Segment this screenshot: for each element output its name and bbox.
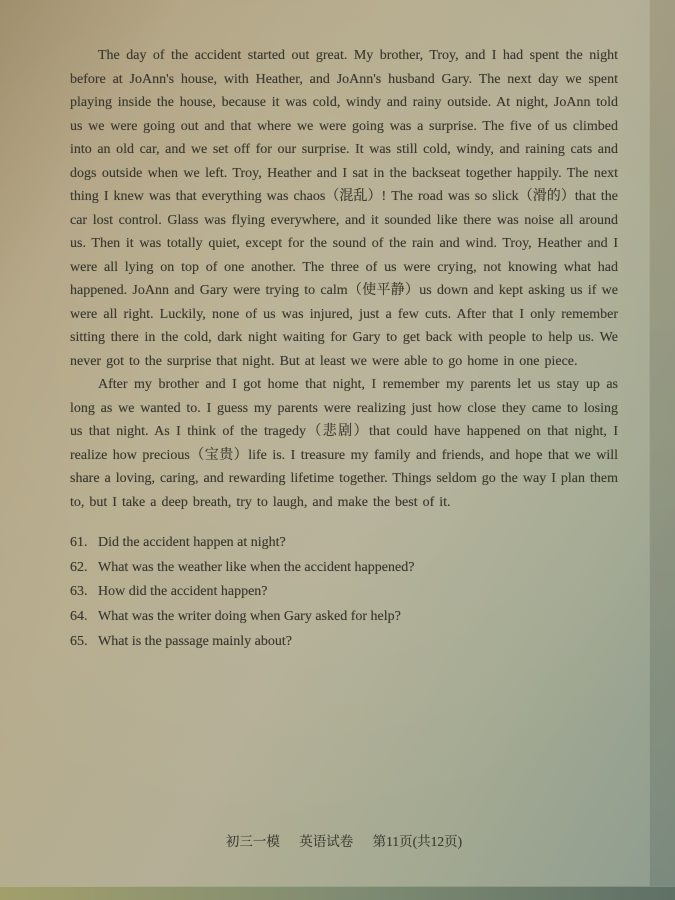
paper-right-edge-shadow — [649, 0, 675, 900]
question-item — [70, 630, 618, 655]
question-text: What was the weather like when the accident happened? — [98, 559, 415, 575]
question-item — [70, 531, 618, 556]
reading-passage — [70, 44, 618, 514]
footer-exam-name: 初三一模 — [225, 834, 280, 849]
question-text: What was the writer doing when Gary asked for help? — [98, 609, 401, 625]
question-item — [70, 556, 618, 581]
footer-page-info: 第11页(共12页) — [372, 834, 463, 849]
question-text: Did the accident happen at night? — [98, 535, 286, 550]
page-footer — [70, 830, 618, 850]
question-number: 64. — [70, 609, 88, 625]
question-list — [70, 531, 618, 655]
question-number: 65. — [70, 633, 88, 649]
desk-surface-strip — [0, 886, 675, 900]
question-item — [70, 605, 618, 630]
passage-paragraph-1: The day of the accident started out great. My brother, Troy, and I had spent the night before at JoAnn's house, with Heather, and JoAnn's husband Gary. The next day we spent playing inside the house, because it was cold, windy and rainy outside. At night, JoAnn told us we were going out and that where we were going was a surprise. The five of us climbed into an old car, and we set off for our surprise. It was still cold, windy, and raining cats and dogs outside when we left. Troy, Heather and I sat in the backseat together happily. The next thing I knew was that everything was chaos（混乱）! The road was so slick（滑的）that the car lost control. Glass was flying everywhere, and it sounded like there was noise all around us. Then it was totally quiet, except for the sound of the rain and wind. Troy, Heather and I were all lying on top of one another. The three of us were crying, not knowing what had happened. JoAnn and Gary were trying to calm（使平静）us down and kept asking us if we were all right. Luckily, none of us was injured, just a few cuts. After that I only remember sitting there in the cold, dark night waiting for Gary to get back with people to help us. We never got to the surprise that night. But at least we were able to go home in one piece. — [70, 48, 618, 369]
question-number: 63. — [70, 584, 88, 600]
question-item — [70, 580, 618, 605]
question-number: 61. — [70, 535, 88, 550]
question-text: How did the accident happen? — [98, 584, 268, 600]
question-number: 62. — [70, 559, 88, 575]
exam-page-content — [70, 44, 618, 671]
question-text: What is the passage mainly about? — [98, 633, 292, 649]
footer-paper-name: 英语试卷 — [299, 834, 354, 849]
passage-paragraph-2: After my brother and I got home that night, I remember my parents let us stay up as long as we wanted to. I guess my parents were realizing just how close they came to losing us that night. As I think of the tragedy（悲剧）that could have happened on that night, I realize how precious（宝贵）life is. I treasure my family and friends, and hope that we will share a loving, caring, and rewarding lifetime together. Things seldom go the way I plan them to, but I take a deep breath, try to laugh, and make the best of it. — [70, 377, 618, 510]
